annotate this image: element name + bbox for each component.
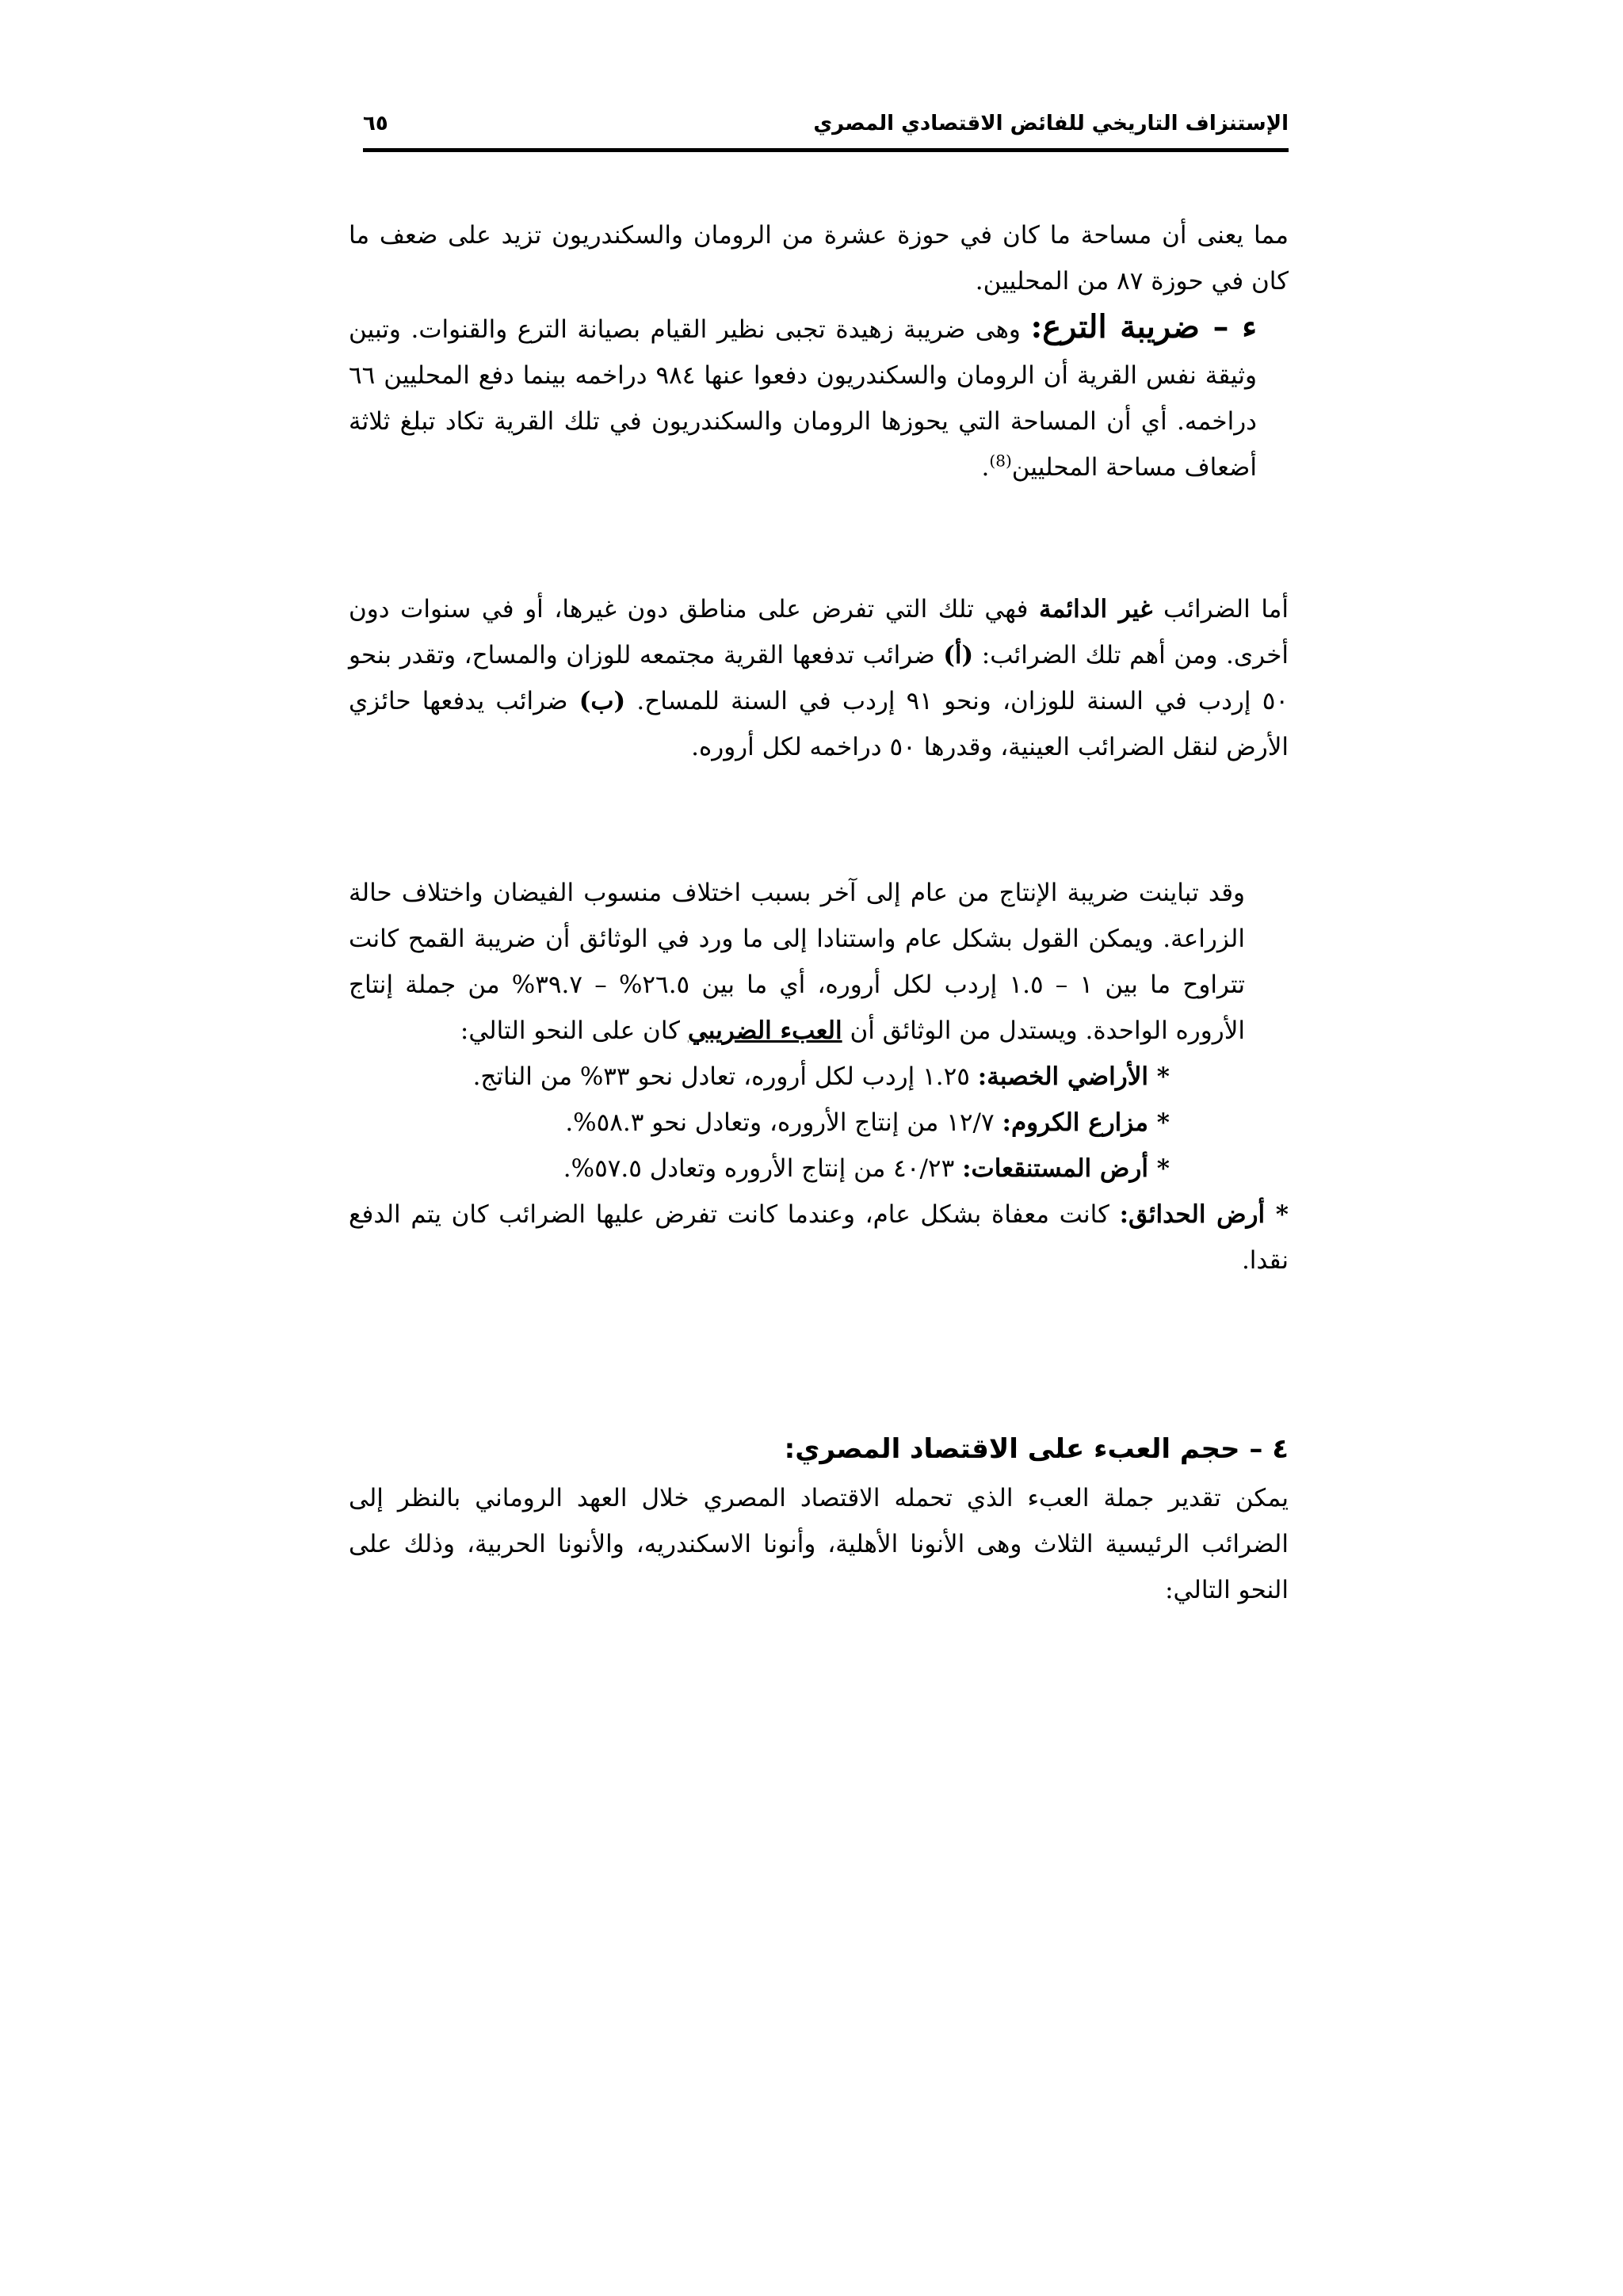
tax-burden-term: العبء الضريبي — [687, 1016, 842, 1045]
section-heading: ٤ – حجم العبء على الاقتصاد المصري: — [784, 1433, 1289, 1465]
paragraph — [349, 870, 1289, 1054]
item-text: ١.٢٥ إردب لكل أروره، تعادل نحو ٣٣% من الناتج. — [472, 1062, 978, 1091]
list-item — [349, 1054, 1289, 1100]
text-run: أما الضرائب — [1152, 595, 1289, 624]
canal-tax-paragraph — [349, 304, 1289, 490]
production-tax-block — [349, 870, 1289, 1283]
item-label: * الأراضي الخصبة: — [977, 1062, 1170, 1091]
item-text: كانت معفاة بشكل عام، وعندما كانت تفرض عليها الضرائب كان يتم الدفع نقدا. — [349, 1200, 1289, 1275]
list-item — [349, 1146, 1289, 1192]
list-item — [349, 1192, 1289, 1283]
section-body — [349, 1475, 1289, 1613]
item-mark-b: (ب) — [579, 687, 626, 715]
non-permanent-taxes-block — [349, 586, 1289, 770]
text-run: ضرائب تدفعها القرية مجتمعه للوزان والمساح، وتقدر بنحو ٥٠ إردب في السنة للوزان، ونحو ٩١ إردب في السنة للمساح. — [349, 641, 1289, 715]
header-rule — [363, 148, 1289, 152]
running-title: الإستنزاف التاريخي للفائض الاقتصادي المصري — [813, 112, 1289, 135]
page-number: ٦٥ — [363, 112, 388, 135]
canal-tax-heading: ء – ضريبة الترع: — [1030, 308, 1258, 345]
period: . — [981, 453, 990, 482]
page-header — [363, 103, 1289, 144]
paragraph — [349, 586, 1289, 770]
text-run: كان على النحو التالي: — [460, 1016, 688, 1045]
paragraph: يمكن تقدير جملة العبء الذي تحمله الاقتصاد المصري خلال العهد الروماني بالنظر إلى الضرائب الرئيسية الثلاث وهى الأنونا الأهلية، وأنونا الاسكندريه، والأنونا الحربية، وذلك على النحو التالي: — [349, 1484, 1289, 1604]
item-label: * مزارع الكروم: — [1002, 1108, 1170, 1137]
item-text: ١٢/٧ من إنتاج الأروره، وتعادل نحو ٥٨.٣%. — [565, 1108, 1002, 1137]
paragraph: مما يعنى أن مساحة ما كان في حوزة عشرة من الرومان والسكندريون تزيد على ضعف ما كان في حوزة ٨٧ من المحليين. — [349, 221, 1289, 296]
text-run: وقد تباينت ضريبة الإنتاج من عام إلى آخر بسبب اختلاف منسوب الفيضان واختلاف حالة الزراعة. ويمكن القول بشكل عام واستنادا إلى ما ورد في الوثائق أن ضريبة القمح كانت تتراوح ما بين ١ – ١.٥ إردب لكل أروره، أي ما بين ٢٦.٥% – ٣٩.٧% من جملة إنتاج الأروره الواحدة. ويستدل من الوثائق أن — [349, 879, 1246, 1045]
list-item — [349, 1100, 1289, 1146]
item-label: * أرض الحدائق: — [1119, 1200, 1289, 1229]
item-mark-a: (أ) — [943, 641, 974, 669]
bold-term: غير الدائمة — [1039, 595, 1153, 624]
canals-tax-block — [349, 212, 1289, 490]
item-text: ٤٠/٢٣ من إنتاج الأروره وتعادل ٥٧.٥%. — [563, 1154, 963, 1183]
text-run: فهي تلك التي تفرض على مناطق دون غيرها، أو في سنوات دون أخرى. ومن أهم تلك الضرائب: — [349, 595, 1289, 669]
item-label: * أرض المستنقعات: — [962, 1154, 1170, 1183]
canal-tax-text: وهى ضريبة زهيدة تجبى نظير القيام بصيانة الترع والقنوات. وتبين وثيقة نفس القرية أن الرومان والسكندريون دفعوا عنها ٩٨٤ دراخمه بينما دفع المحليين ٦٦ دراخمه. أي أن المساحة التي يحوزها الرومان والسكندريون في تلك القرية تكاد تبلغ ثلاثة أضعاف مساحة المحليين — [349, 315, 1258, 482]
text-run: ضرائب يدفعها حائزي الأرض لنقل الضرائب العينية، وقدرها ٥٠ دراخمه لكل أروره. — [349, 687, 1289, 761]
footnote-ref: (8) — [989, 451, 1012, 471]
